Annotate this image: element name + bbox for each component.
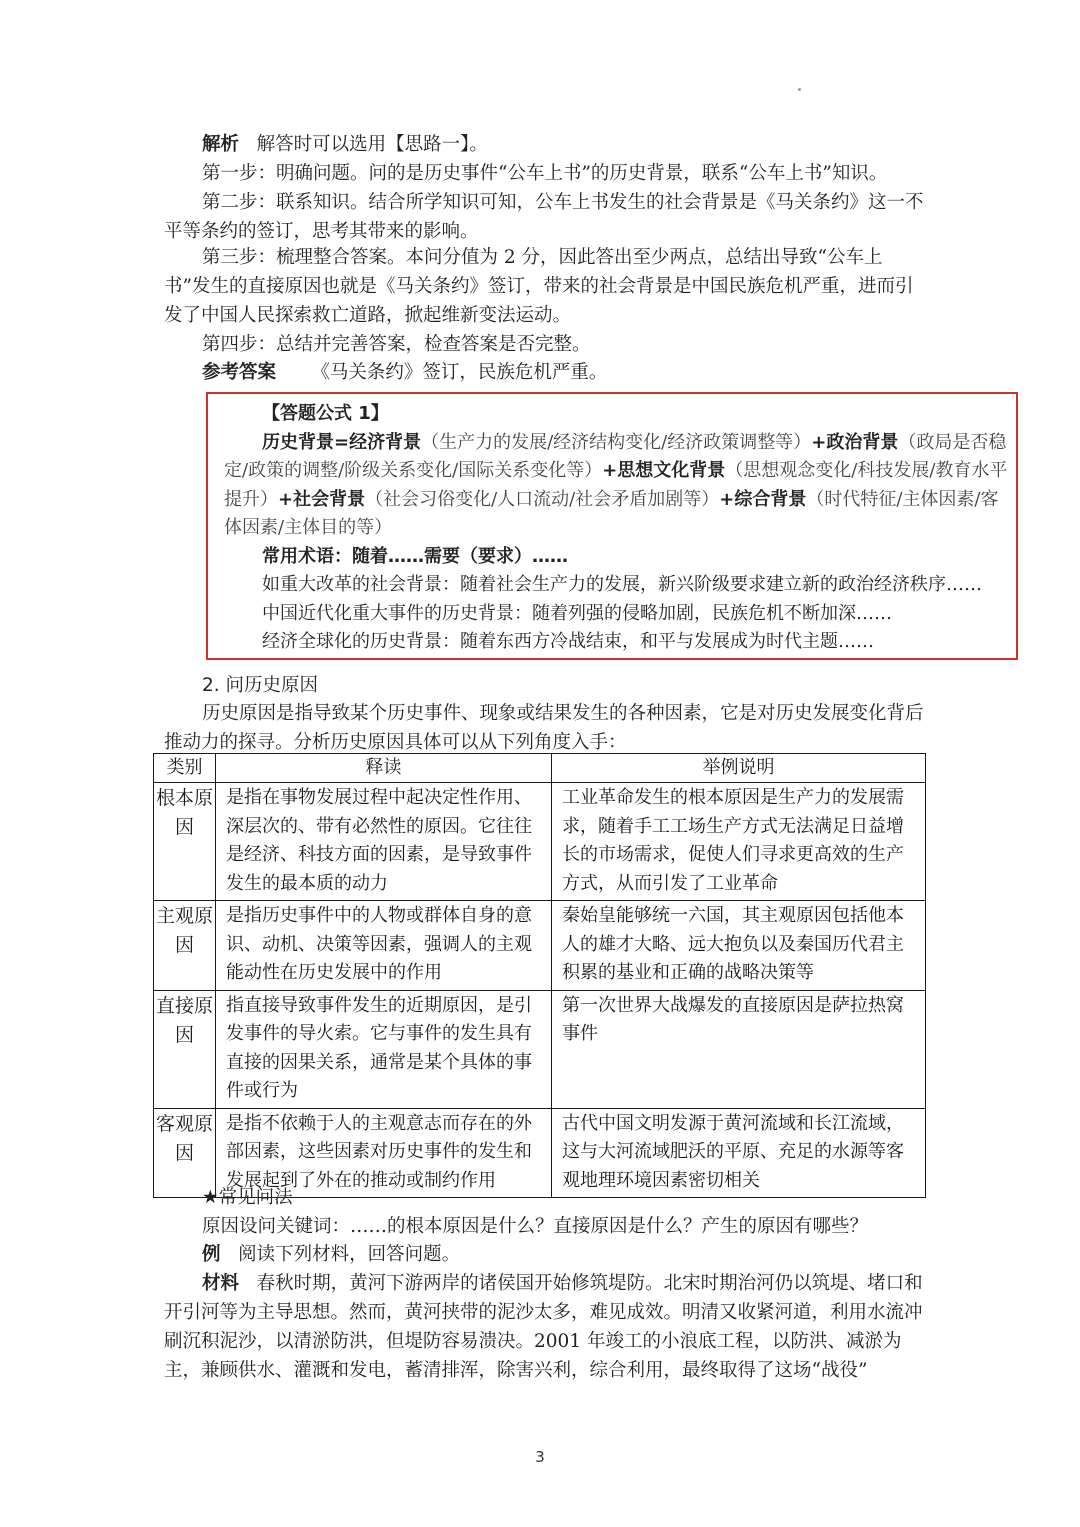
formula-term-3: +思想文化背景 (602, 460, 726, 481)
formula-box (206, 392, 1018, 660)
header-example: 举例说明 (552, 754, 926, 783)
page-number: 3 (535, 1448, 545, 1466)
formula-desc-1: （生产力的发展/经济结构变化/经济政策调整等） (421, 431, 812, 453)
row-example: 第一次世界大战爆发的直接原因是萨拉热窝事件 (552, 990, 926, 1108)
step-1: 第一步：明确问题。问的是历史事件“公车上书”的历史背景，联系“公车上书”知识。 (202, 163, 888, 184)
row-category: 直接原因 (154, 990, 216, 1108)
table-row (154, 990, 926, 1108)
formula-body (224, 429, 1008, 543)
analysis-text: 解答时可以选用【思路一】。 (256, 134, 488, 155)
analysis-label: 解析 (202, 134, 240, 155)
header-category: 类别 (154, 754, 216, 783)
row-explanation: 是指历史事件中的人物或群体自身的意识、动机、决策等因素，强调人的主观能动性在历史发展中的作用 (216, 901, 552, 991)
step-2: 第二步：联系知识。结合所学知识可知，公车上书发生的社会背景是《马关条约》这一不平等条约的签订，思考其带来的影响。 (164, 192, 924, 242)
causes-table (153, 753, 926, 1198)
formula-desc-3: （思想观念变化/科技发展/教育水平提升） (224, 460, 1008, 510)
common-keywords: 原因设问关键词：……的根本原因是什么？直接原因是什么？产生的原因有哪些？ (202, 1216, 869, 1237)
row-category: 根本原因 (154, 783, 216, 901)
scan-dot (798, 88, 801, 91)
formula-example-3: 经济全球化的历史背景：随着东西方冷战结束，和平与发展成为时代主题…… (262, 631, 874, 652)
analysis-line (164, 130, 924, 159)
formula-desc-4: （社会习俗变化/人口流动/社会矛盾加剧等） (365, 488, 720, 510)
row-example: 秦始皇能够统一六国，其主观原因包括他本人的雄才大略、远大抱负以及秦国历代君主积累的基业和正确的战略决策等 (552, 901, 926, 991)
common-heading: ★常见问法 (202, 1187, 293, 1208)
formula-desc-2: （政局是否稳定/政策的调整/阶级关系变化/国际关系变化等） (224, 431, 1007, 481)
formula-term-4: +社会背景 (278, 488, 366, 510)
section-heading: 2. 问历史原因 (202, 675, 319, 696)
formula-title: 【答题公式 1】 (262, 403, 389, 424)
example-label: 例 (202, 1244, 221, 1265)
material-text: 春秋时期，黄河下游两岸的诸侯国开始修筑堤防。北宋时期治河仍以筑堤、堵口和开引河等为主导思想。然而，黄河挟带的泥沙太多，难见成效。明清又收紧河道，利用水流冲刷沉积泥沙，以清淤防洪，但堤防容易溃决。2001 年竣工的小浪底工程，以防洪、减淤为主，兼顾供水、灌溉和发电，蓄清排浑，除害兴利，综合利用，最终取得了这场“战役” (164, 1273, 923, 1381)
formula-terms: 常用术语：随着……需要（要求）…… (262, 545, 568, 567)
answer-label: 参考答案 (202, 362, 277, 383)
material-label: 材料 (202, 1273, 240, 1294)
formula-example-1: 如重大改革的社会背景：随着社会生产力的发展，新兴阶级要求建立新的政治经济秩序…… (262, 574, 982, 595)
table-row (154, 783, 926, 901)
header-explanation: 释读 (216, 754, 552, 783)
row-explanation: 指直接导致事件发生的近期原因，是引发事件的导火索。它与事件的发生具有直接的因果关系，通常是某个具体的事件或行为 (216, 990, 552, 1108)
formula-term-2: +政治背景 (811, 431, 899, 453)
row-explanation: 是指不依赖于人的主观意志而存在的外部因素，这些因素对历史事件的发生和发展起到了外在的推动或制约作用 (216, 1108, 552, 1198)
section-intro: 历史原因是指导致某个历史事件、现象或结果发生的各种因素，它是对历史发展变化背后推动力的探寻。分析历史原因具体可以从下列角度入手： (164, 703, 924, 753)
row-example: 古代中国文明发源于黄河流域和长江流域，这与大河流域肥沃的平原、充足的水源等客观地理环境因素密切相关 (552, 1108, 926, 1198)
material-paragraph (164, 1269, 924, 1385)
step-4: 第四步：总结并完善答案，检查答案是否完整。 (202, 334, 591, 355)
formula-term-5: +综合背景 (719, 488, 807, 510)
row-explanation: 是指在事物发展过程中起决定性作用、深层次的、带有必然性的原因。它往往是经济、科技方面的因素，是导致事件发生的最本质的动力 (216, 783, 552, 901)
formula-example-2: 中国近代化重大事件的历史背景：随着列强的侵略加剧，民族危机不断加深…… (262, 602, 892, 624)
example-line (164, 1240, 924, 1269)
table-header-row (154, 754, 926, 783)
row-category: 主观原因 (154, 901, 216, 991)
row-example: 工业革命发生的根本原因是生产力的发展需求，随着手工工场生产方式无法满足日益增长的市场需求，促使人们寻求更高效的生产方式，从而引发了工业革命 (552, 783, 926, 901)
example-text: 阅读下列材料，回答问题。 (238, 1244, 461, 1265)
table-row (154, 901, 926, 991)
formula-term-1: 历史背景=经济背景 (262, 431, 422, 453)
row-category: 客观原因 (154, 1108, 216, 1198)
formula-desc-5: （时代特征/主体因素/客体因素/主体目的等） (224, 488, 999, 538)
reference-answer (164, 358, 924, 387)
step-3: 第三步：梳理整合答案。本问分值为 2 分，因此答出至少两点，总结出导致“公车上书”发生的直接原因也就是《马关条约》签订，带来的社会背景是中国民族危机严重，进而引发了中国人民探索救亡道路，掀起维新变法运动。 (164, 247, 914, 326)
answer-text: 《马关条约》签订，民族危机严重。 (311, 362, 608, 383)
